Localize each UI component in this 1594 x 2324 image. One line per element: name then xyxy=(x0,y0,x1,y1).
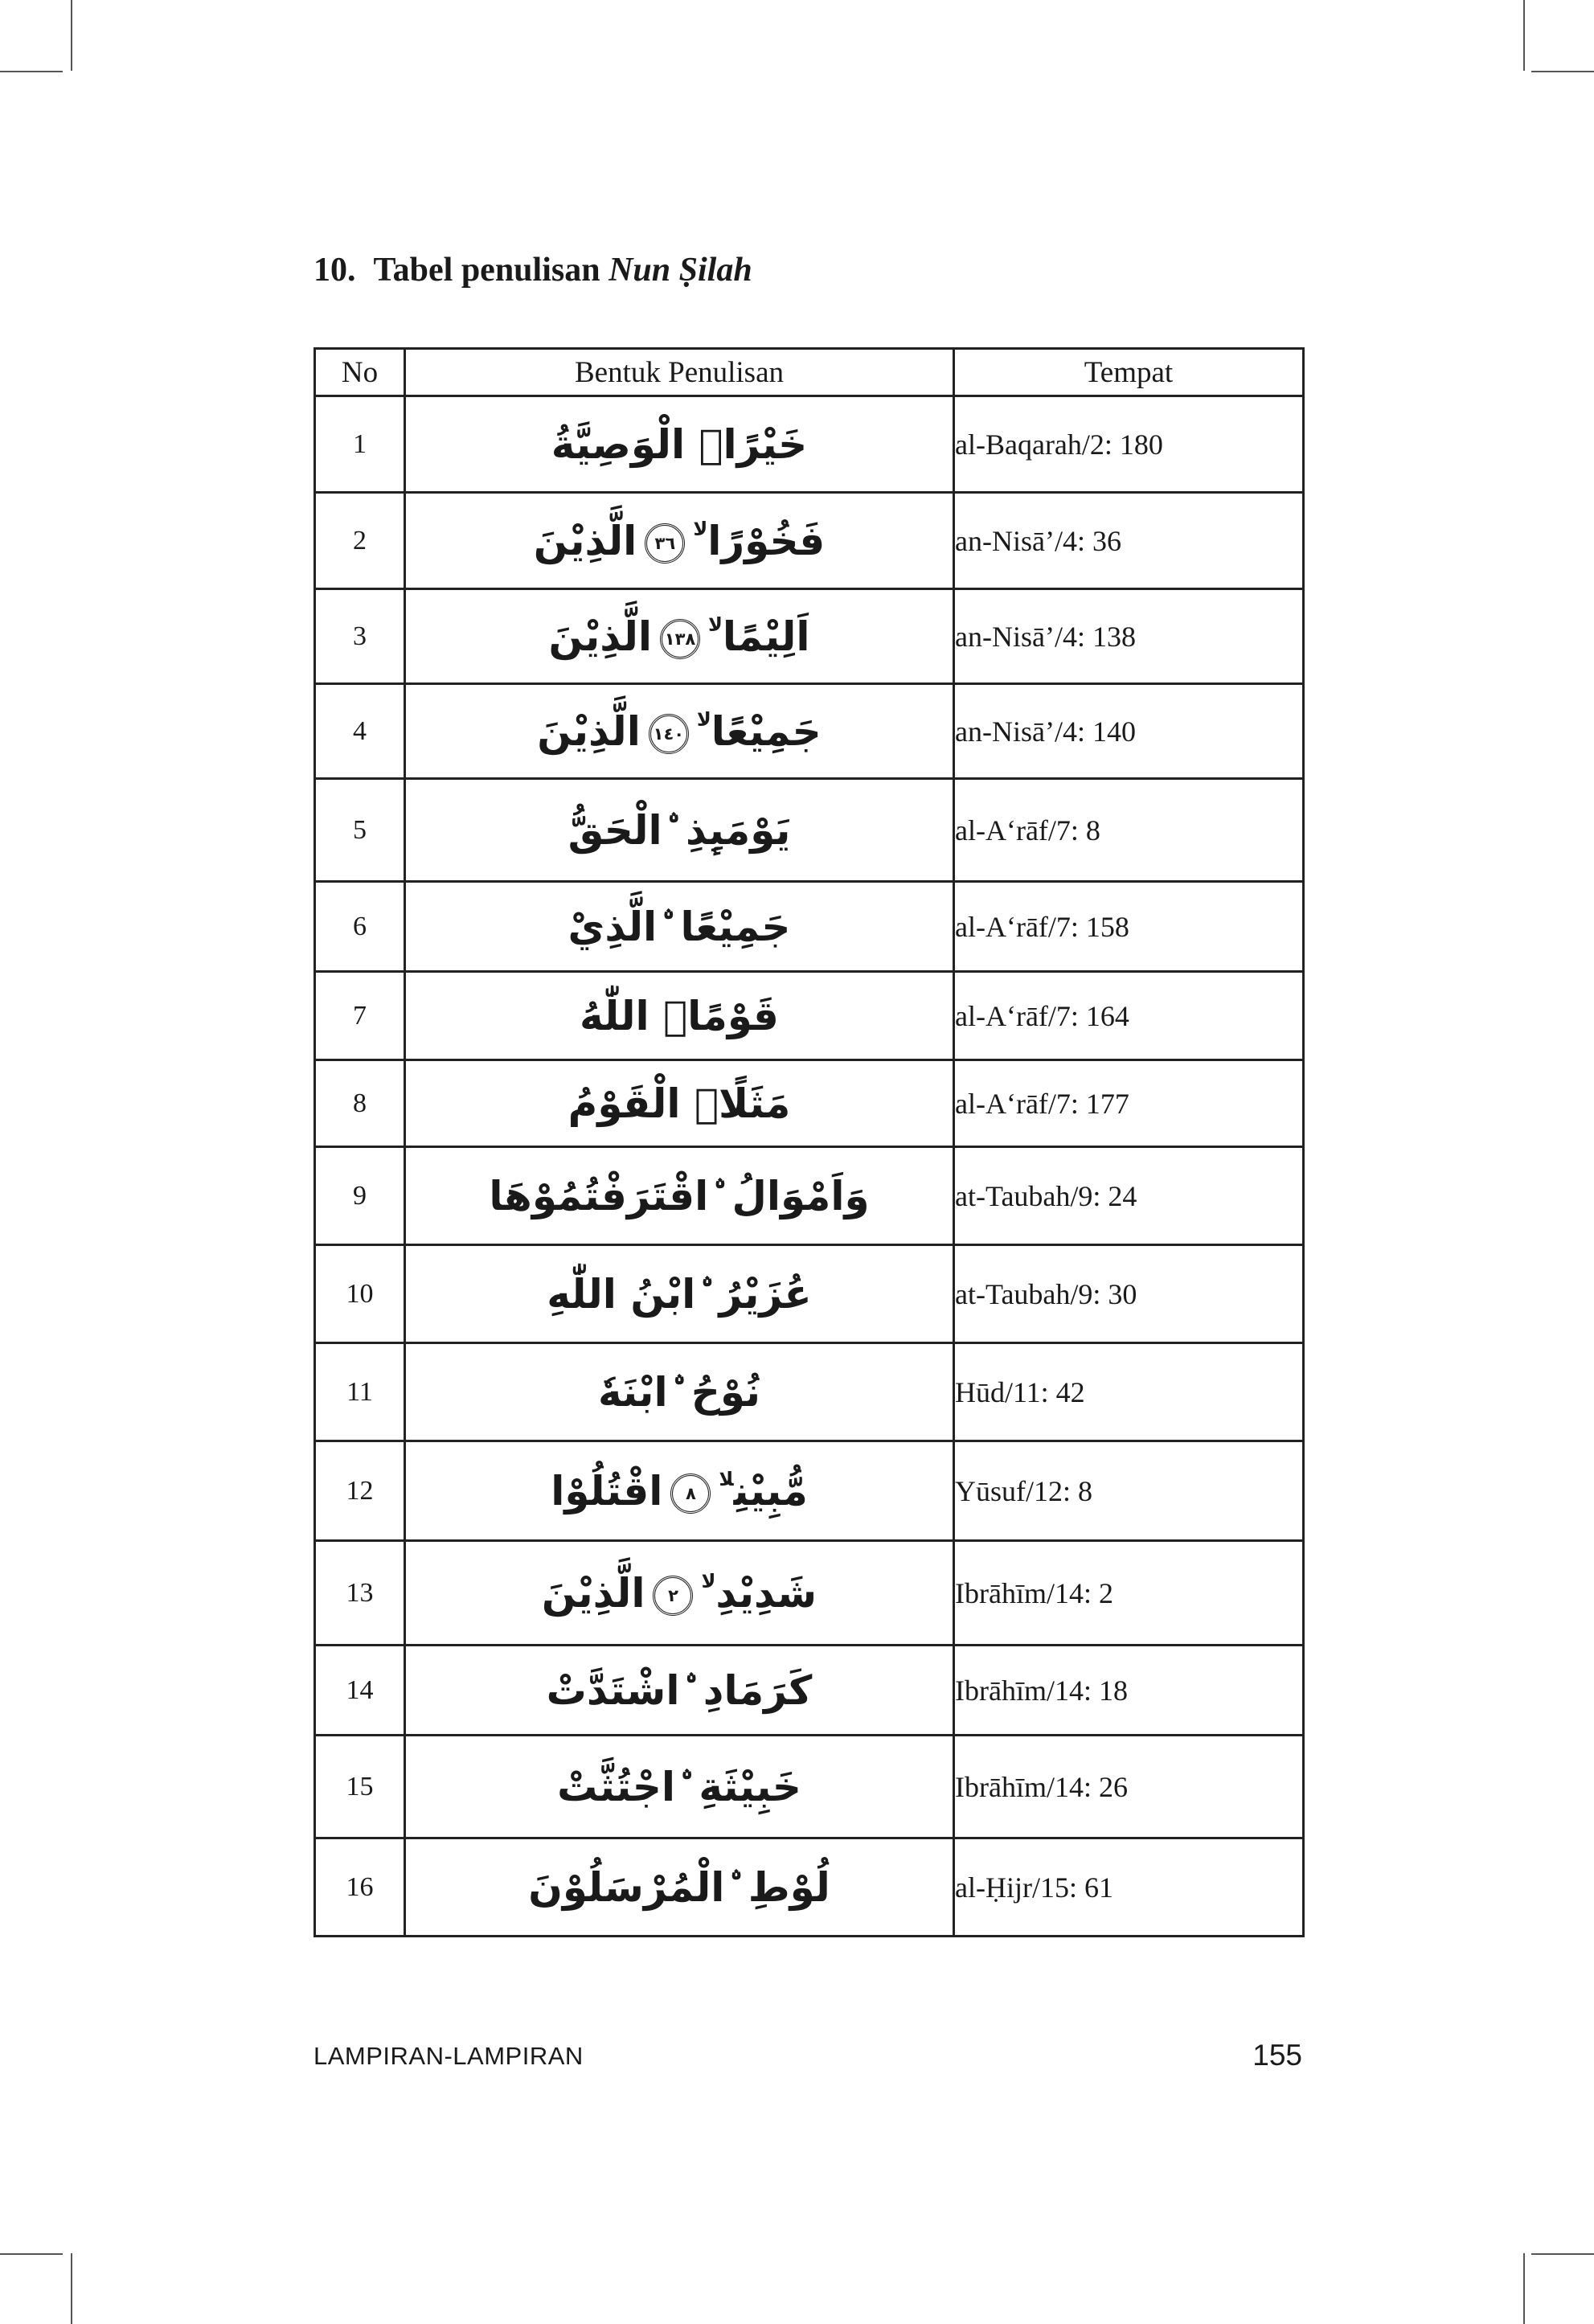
table-body xyxy=(315,396,1304,1937)
table-row xyxy=(315,1441,1304,1541)
waqf-sign: لا xyxy=(719,1467,734,1490)
verse-reference: al-A‘rāf/7: 164 xyxy=(954,972,1304,1060)
arabic-word: لُوْطِ ۨالْمُرْسَلُوْنَ xyxy=(528,1863,830,1911)
arabic-form xyxy=(405,779,954,882)
arabic-word: الَّذِيْنَ xyxy=(541,1569,645,1617)
row-number: 16 xyxy=(315,1838,405,1937)
row-number: 6 xyxy=(315,882,405,972)
verse-reference: Hūd/11: 42 xyxy=(954,1343,1304,1441)
table-row xyxy=(315,1736,1304,1838)
row-number: 2 xyxy=(315,493,405,589)
row-number: 4 xyxy=(315,684,405,779)
ayah-marker-icon: ٣٦ xyxy=(645,523,685,564)
section-number: 10. xyxy=(313,252,356,289)
row-number: 10 xyxy=(315,1245,405,1343)
arabic-form xyxy=(405,1441,954,1541)
table-row xyxy=(315,1343,1304,1441)
arabic-word: عُزَيْرُ ۨابْنُ اللّٰهِ xyxy=(547,1270,812,1318)
arabic-word: شَدِيْدِ xyxy=(715,1569,817,1617)
verse-reference: al-A‘rāf/7: 8 xyxy=(954,779,1304,882)
table-row xyxy=(315,1646,1304,1736)
arabic-form xyxy=(405,1541,954,1646)
ayah-marker-icon: ١٤٠ xyxy=(649,714,689,754)
verse-reference: an-Nisā’/4: 140 xyxy=(954,684,1304,779)
verse-reference: Ibrāhīm/14: 18 xyxy=(954,1646,1304,1736)
ayah-marker-icon: ٢ xyxy=(653,1576,693,1616)
arabic-word: خَيْرًاۨ الْوَصِيَّةُ xyxy=(551,420,808,468)
column-header-form: Bentuk Penulisan xyxy=(405,349,954,396)
verse-reference: an-Nisā’/4: 138 xyxy=(954,589,1304,684)
table-row xyxy=(315,1245,1304,1343)
column-header-no: No xyxy=(315,349,405,396)
crop-mark xyxy=(1523,0,1525,71)
verse-reference: Ibrāhīm/14: 2 xyxy=(954,1541,1304,1646)
crop-mark xyxy=(71,2253,72,2324)
verse-reference: al-A‘rāf/7: 177 xyxy=(954,1060,1304,1147)
crop-mark xyxy=(0,2253,63,2255)
section-heading xyxy=(313,251,752,289)
table-row xyxy=(315,1060,1304,1147)
row-number: 9 xyxy=(315,1147,405,1245)
table-row xyxy=(315,1838,1304,1937)
crop-mark xyxy=(71,0,72,71)
verse-reference: an-Nisā’/4: 36 xyxy=(954,493,1304,589)
arabic-word: خَبِيْثَةِ ۨاجْتُثَّتْ xyxy=(557,1763,801,1810)
waqf-sign: لا xyxy=(701,1569,716,1592)
arabic-word: نُوْحُ ۨابْنَهٗ xyxy=(597,1368,761,1416)
arabic-word: وَاَمْوَالُ ۨاقْتَرَفْتُمُوْهَا xyxy=(489,1172,870,1219)
crop-mark xyxy=(1523,2253,1525,2324)
arabic-form xyxy=(405,972,954,1060)
running-footer: LAMPIRAN-LAMPIRAN xyxy=(313,2042,584,2070)
verse-reference: al-Ḥijr/15: 61 xyxy=(954,1838,1304,1937)
table-row xyxy=(315,1541,1304,1646)
verse-reference: al-A‘rāf/7: 158 xyxy=(954,882,1304,972)
arabic-form xyxy=(405,1646,954,1736)
crop-mark xyxy=(0,71,63,72)
arabic-word: جَمِيْعًا ۨالَّذِيْ xyxy=(568,903,791,950)
arabic-word: الَّذِيْنَ xyxy=(533,517,637,564)
arabic-form xyxy=(405,684,954,779)
section-title: Tabel penulisan xyxy=(373,252,600,289)
row-number: 12 xyxy=(315,1441,405,1541)
verse-reference: al-Baqarah/2: 180 xyxy=(954,396,1304,493)
arabic-word: اقْتُلُوْا xyxy=(551,1467,663,1514)
arabic-form xyxy=(405,1838,954,1937)
row-number: 11 xyxy=(315,1343,405,1441)
table-row xyxy=(315,882,1304,972)
verse-reference: at-Taubah/9: 24 xyxy=(954,1147,1304,1245)
arabic-word: كَرَمَادِ ۨاشْتَدَّتْ xyxy=(546,1666,813,1714)
arabic-word: مَثَلًاۨ الْقَوْمُ xyxy=(568,1080,791,1127)
section-title-term: Nun Ṣilah xyxy=(609,252,752,289)
table-row xyxy=(315,684,1304,779)
row-number: 8 xyxy=(315,1060,405,1147)
arabic-word: اَلِيْمًا xyxy=(722,613,810,660)
row-number: 13 xyxy=(315,1541,405,1646)
column-header-place: Tempat xyxy=(954,349,1304,396)
ayah-marker-icon: ١٣٨ xyxy=(660,619,700,659)
row-number: 5 xyxy=(315,779,405,882)
table-row xyxy=(315,972,1304,1060)
arabic-form xyxy=(405,396,954,493)
row-number: 14 xyxy=(315,1646,405,1736)
waqf-sign: لا xyxy=(696,707,711,731)
arabic-form xyxy=(405,1245,954,1343)
row-number: 1 xyxy=(315,396,405,493)
arabic-form xyxy=(405,1060,954,1147)
arabic-form xyxy=(405,589,954,684)
verse-reference: at-Taubah/9: 30 xyxy=(954,1245,1304,1343)
arabic-word: مُّبِيْنِ xyxy=(733,1467,808,1514)
crop-mark xyxy=(1531,2253,1594,2255)
arabic-form xyxy=(405,882,954,972)
crop-mark xyxy=(1531,71,1594,72)
arabic-word: الَّذِيْنَ xyxy=(537,707,641,755)
row-number: 7 xyxy=(315,972,405,1060)
arabic-word: فَخُوْرًا xyxy=(707,517,826,564)
table-header-row xyxy=(315,349,1304,396)
arabic-word: قَوْمًاۨ اللّٰهُ xyxy=(580,992,779,1039)
waqf-sign: لا xyxy=(708,613,723,636)
arabic-word: جَمِيْعًا xyxy=(711,707,822,755)
table-row xyxy=(315,493,1304,589)
arabic-form xyxy=(405,493,954,589)
arabic-form xyxy=(405,1736,954,1838)
table-row xyxy=(315,396,1304,493)
arabic-word: يَوْمَىِٕذِ ۨالْحَقُّ xyxy=(568,806,791,854)
table-row xyxy=(315,1147,1304,1245)
nun-silah-table xyxy=(313,347,1305,1937)
verse-reference: Yūsuf/12: 8 xyxy=(954,1441,1304,1541)
arabic-form xyxy=(405,1147,954,1245)
table-row xyxy=(315,779,1304,882)
table-row xyxy=(315,589,1304,684)
waqf-sign: لا xyxy=(693,517,708,540)
row-number: 15 xyxy=(315,1736,405,1838)
verse-reference: Ibrāhīm/14: 26 xyxy=(954,1736,1304,1838)
arabic-word: الَّذِيْنَ xyxy=(548,613,653,660)
ayah-marker-icon: ٨ xyxy=(670,1474,711,1514)
page-number: 155 xyxy=(1252,2039,1302,2072)
row-number: 3 xyxy=(315,589,405,684)
arabic-form xyxy=(405,1343,954,1441)
